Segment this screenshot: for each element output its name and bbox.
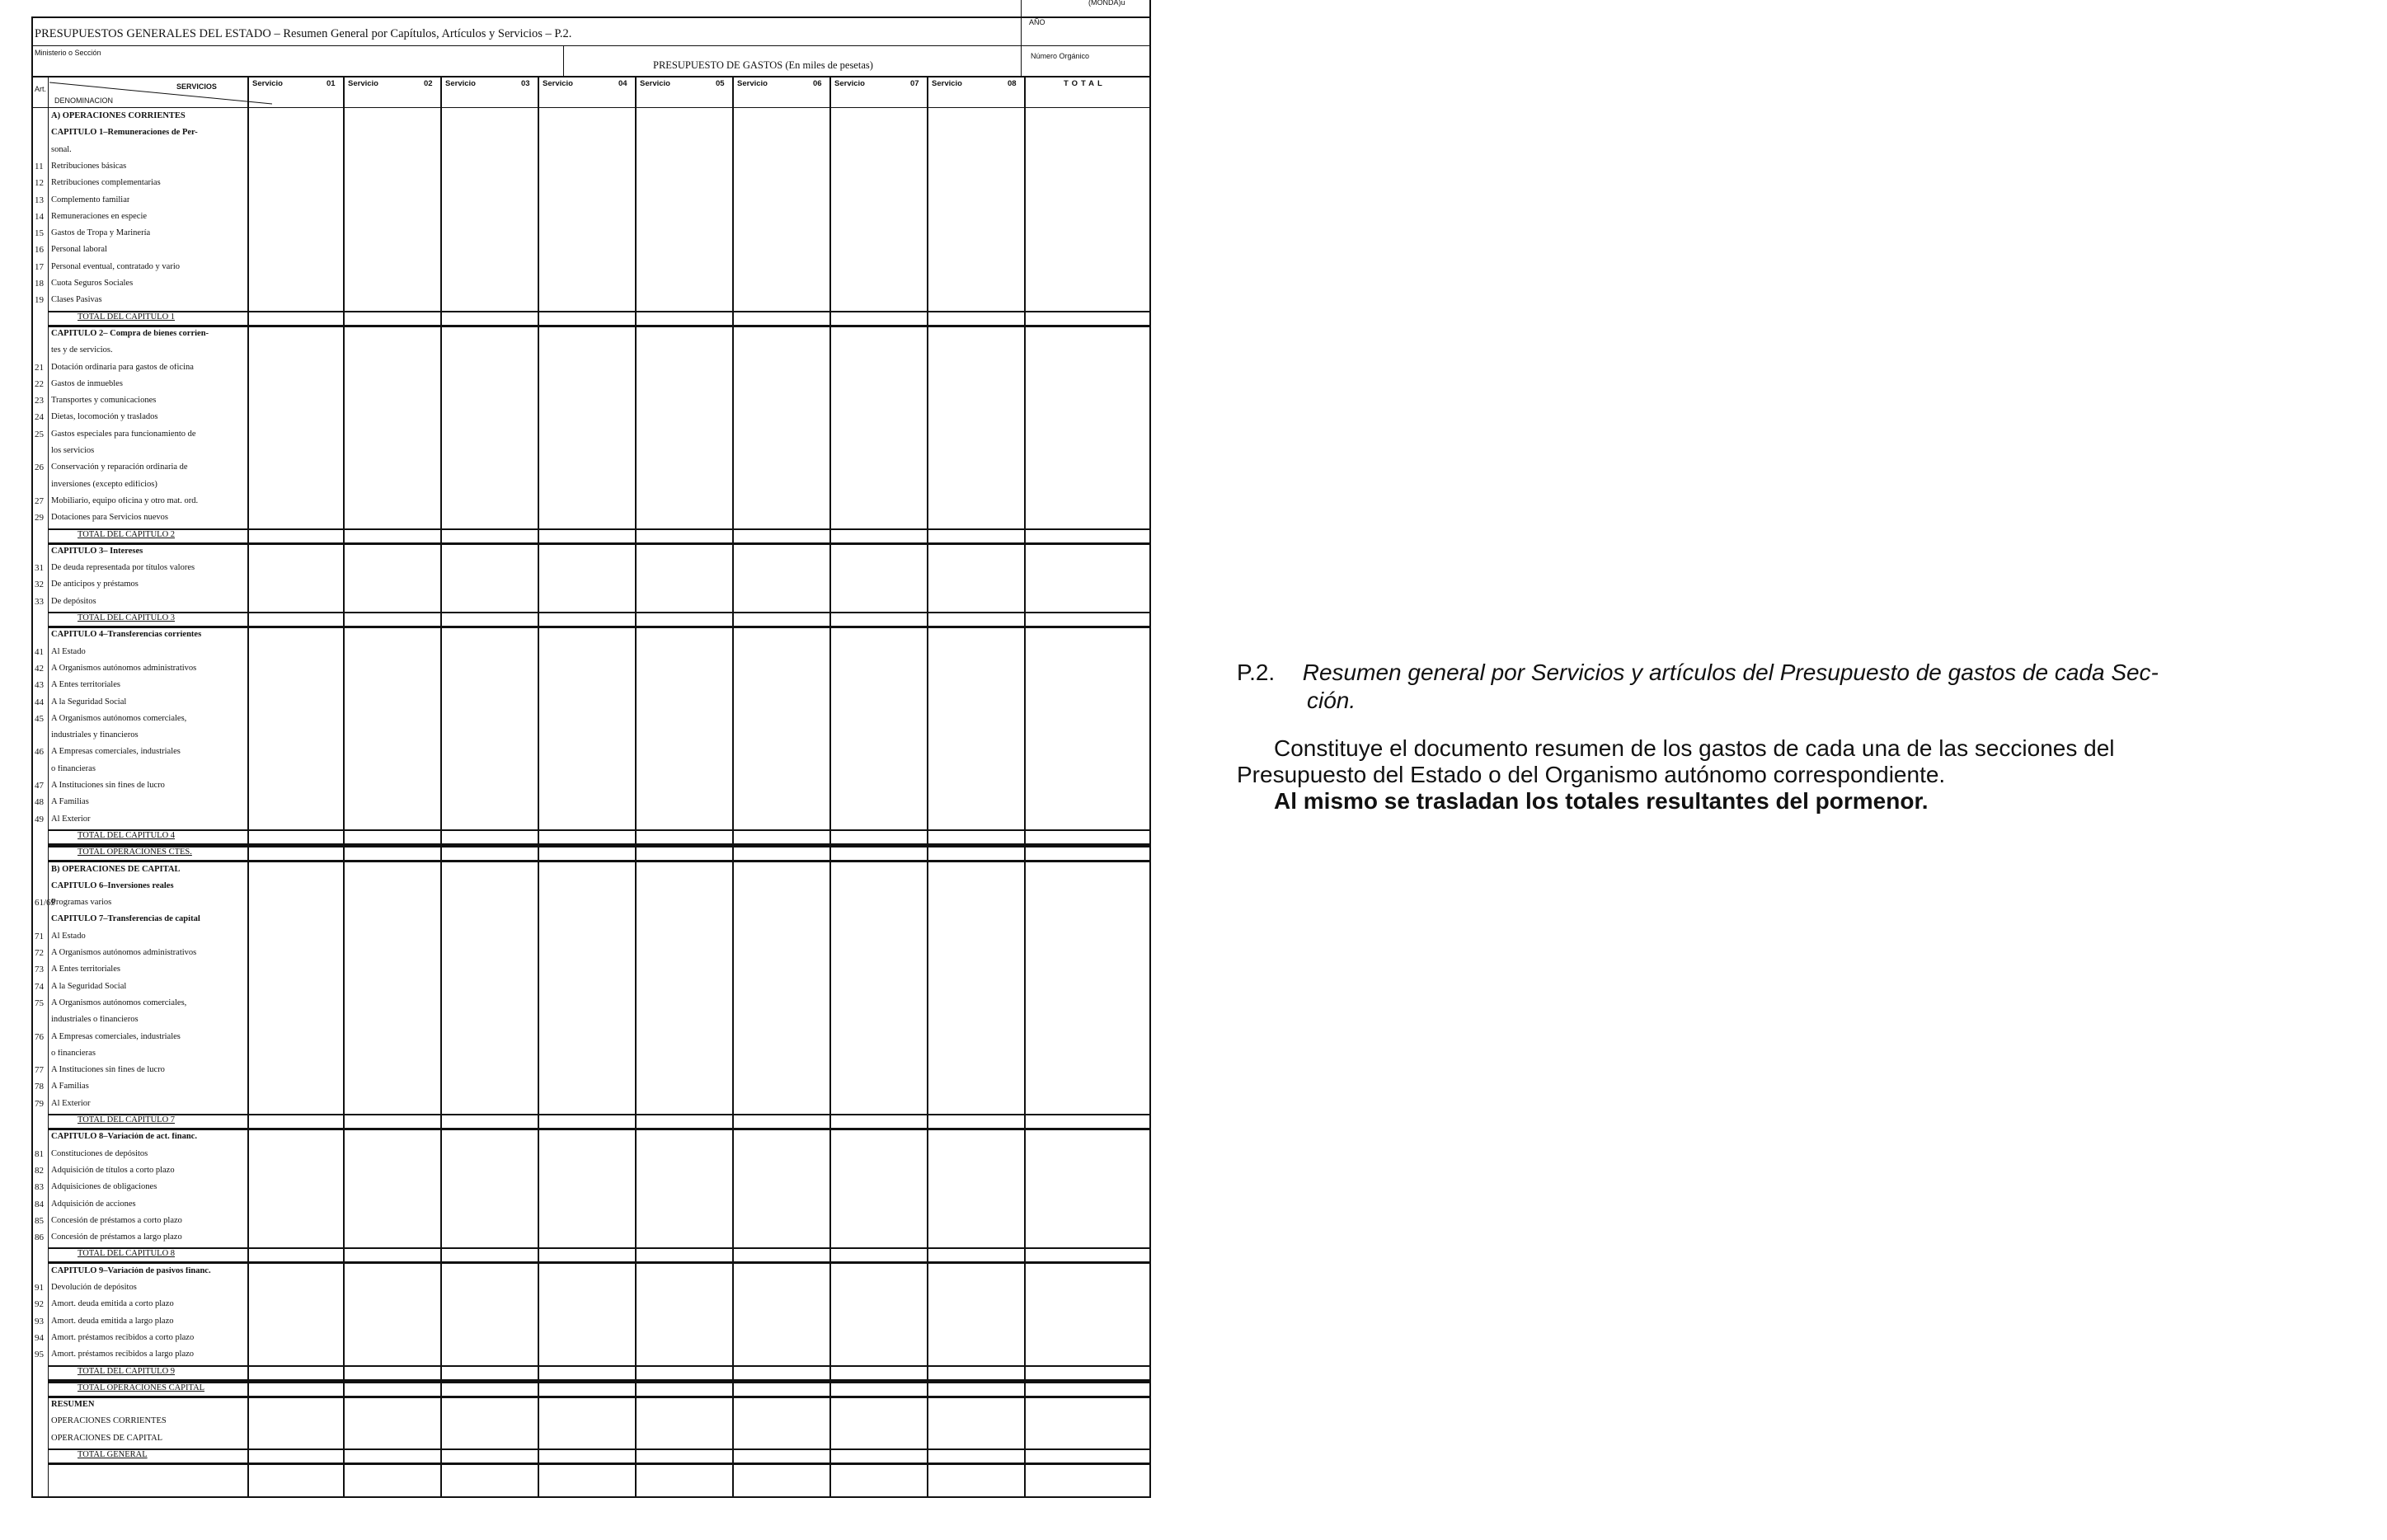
- row-section-heading: B) OPERACIONES DE CAPITAL: [51, 865, 181, 874]
- frame-top: [31, 16, 1151, 18]
- row-article-number: 23: [35, 396, 44, 406]
- column-rule-2: [343, 77, 345, 1496]
- row-article-number: 42: [35, 663, 44, 674]
- row-label: Al Estado: [51, 647, 86, 656]
- service-column-label: Servicio: [543, 79, 573, 88]
- row-article-number: 83: [35, 1182, 44, 1193]
- row-label: sonal.: [51, 145, 72, 154]
- row-article-number: 78: [35, 1082, 44, 1092]
- total-rule-double: [49, 1128, 1149, 1130]
- row-article-number: 22: [35, 378, 44, 389]
- row-article-number: 43: [35, 680, 44, 691]
- row-section-heading: CAPITULO 9–Variación de pasivos financ.: [51, 1266, 211, 1275]
- row-label: Clases Pasivas: [51, 296, 102, 305]
- row-label: o financieras: [51, 764, 96, 773]
- col-servicios-header: SERVICIOS: [176, 82, 217, 91]
- row-label: Gastos de Tropa y Marinería: [51, 229, 151, 238]
- form-title: PRESUPUESTOS GENERALES DEL ESTADO – Resumen General por Capítulos, Artículos y Servicios – P.2.: [35, 27, 572, 40]
- row-article-number: 48: [35, 797, 44, 808]
- row-section-heading: CAPITULO 2– Compra de bienes corrien-: [51, 329, 209, 338]
- row-label: Retribuciones básicas: [51, 162, 127, 171]
- form-description: [1237, 660, 2387, 815]
- total-rule-double: [49, 1396, 1149, 1398]
- total-column-header: TOTAL: [1064, 79, 1106, 88]
- row-article-number: 13: [35, 195, 44, 205]
- row-label: industriales o financieros: [51, 1016, 139, 1025]
- row-label: Dotación ordinaria para gastos de oficina: [51, 363, 194, 372]
- row-label: A Organismos autónomos comerciales,: [51, 998, 187, 1007]
- row-label: Gastos especiales para funcionamiento de: [51, 430, 196, 439]
- row-label: OPERACIONES CORRIENTES: [51, 1417, 167, 1426]
- description-label: P.2.: [1237, 660, 1276, 685]
- row-section-heading: A) OPERACIONES CORRIENTES: [51, 112, 186, 120]
- row-article-number: 47: [35, 781, 44, 791]
- row-label: Adquisiciones de obligaciones: [51, 1183, 157, 1192]
- frame-left: [31, 16, 33, 1498]
- row-label: A Familias: [51, 798, 89, 807]
- column-rule-1: [247, 77, 249, 1496]
- total-rule: [49, 846, 1149, 847]
- total-rule: [49, 1247, 1149, 1249]
- art-column-rule: [48, 77, 49, 1496]
- year-box-divider: [1021, 0, 1022, 77]
- service-column-number: 05: [716, 79, 725, 88]
- row-article-number: 82: [35, 1165, 44, 1176]
- column-rule-3: [440, 77, 442, 1496]
- row-total-label: TOTAL DEL CAPITULO 1: [78, 312, 176, 322]
- ministry-divider: [563, 45, 564, 77]
- row-label: De anticipos y préstamos: [51, 580, 139, 589]
- row-label: Retribuciones complementarias: [51, 179, 161, 188]
- row-article-number: 11: [35, 161, 44, 171]
- row-article-number: 85: [35, 1215, 44, 1226]
- row-article-number: 71: [35, 931, 44, 941]
- row-article-number: 27: [35, 495, 44, 506]
- total-rule-double: [49, 1463, 1149, 1465]
- row-label: Amort. deuda emitida a largo plazo: [51, 1317, 174, 1326]
- row-total-label: TOTAL GENERAL: [78, 1451, 148, 1459]
- row-label: Remuneraciones en especie: [51, 212, 148, 221]
- service-column-label: Servicio: [445, 79, 476, 88]
- service-column-number: 04: [618, 79, 627, 88]
- column-rule-9: [1024, 77, 1026, 1496]
- row-label: los servicios: [51, 447, 95, 455]
- row-label: A Instituciones sin fines de lucro: [51, 1066, 165, 1075]
- row-article-number: 95: [35, 1350, 44, 1360]
- total-rule: [49, 1114, 1149, 1115]
- row-total-label: TOTAL DEL CAPITULO 7: [78, 1116, 176, 1124]
- row-article-number: 73: [35, 965, 44, 975]
- row-article-number: 75: [35, 998, 44, 1008]
- frame-subheader-rule: [31, 107, 1151, 108]
- service-column-number: 03: [521, 79, 530, 88]
- row-label: Adquisición de títulos a corto plazo: [51, 1166, 175, 1175]
- row-article-number: 32: [35, 580, 44, 590]
- col-denominacion-header: DENOMINACION: [54, 96, 114, 105]
- row-total-label: TOTAL DEL CAPITULO 4: [78, 831, 176, 840]
- row-label: Programas varios: [51, 899, 112, 908]
- row-article-number: 24: [35, 412, 44, 423]
- row-label: Conservación y reparación ordinaria de: [51, 463, 188, 472]
- row-section-heading: CAPITULO 1–Remuneraciones de Per-: [51, 129, 198, 138]
- row-label: Amort. préstamos recibidos a largo plazo: [51, 1350, 195, 1359]
- row-article-number: 77: [35, 1065, 44, 1076]
- row-label: A la Seguridad Social: [51, 982, 127, 991]
- row-article-number: 92: [35, 1299, 44, 1310]
- total-rule: [49, 829, 1149, 831]
- total-rule: [49, 528, 1149, 530]
- row-article-number: 86: [35, 1232, 44, 1243]
- frame-right: [1149, 0, 1151, 1498]
- row-article-number: 94: [35, 1332, 44, 1343]
- total-rule-double: [49, 860, 1149, 862]
- row-article-number: 74: [35, 981, 44, 992]
- row-label: Al Exterior: [51, 815, 91, 824]
- row-label: A Empresas comerciales, industriales: [51, 748, 181, 757]
- row-label: Concesión de préstamos a largo plazo: [51, 1233, 182, 1242]
- budget-header: PRESUPUESTO DE GASTOS (En miles de pesetas): [653, 59, 873, 71]
- row-label: Transportes y comunicaciones: [51, 397, 157, 406]
- service-column-label: Servicio: [252, 79, 283, 88]
- row-label: Complemento familiar: [51, 195, 130, 204]
- service-column-number: 01: [327, 79, 336, 88]
- row-label: Mobiliario, equipo oficina y otro mat. ord.: [51, 496, 199, 505]
- row-label: A Familias: [51, 1082, 89, 1092]
- row-label: Amort. deuda emitida a corto plazo: [51, 1300, 174, 1309]
- frame-bottom: [31, 1496, 1151, 1498]
- column-rule-7: [829, 77, 831, 1496]
- col-art-header: Art.: [35, 85, 47, 93]
- row-article-number: 84: [35, 1199, 44, 1209]
- row-label: Personal laboral: [51, 246, 107, 255]
- row-article-number: 18: [35, 279, 44, 289]
- row-article-number: 17: [35, 261, 44, 272]
- row-article-number: 93: [35, 1316, 44, 1326]
- row-label: Devolución de depósitos: [51, 1284, 137, 1292]
- row-label: Dietas, locomoción y traslados: [51, 413, 158, 422]
- description-body-line3: Al mismo se trasladan los totales resultantes del pormenor.: [1274, 788, 1929, 814]
- row-label: A Organismos autónomos administrativos: [51, 949, 197, 957]
- row-label: A la Seguridad Social: [51, 697, 127, 707]
- row-article-number: 16: [35, 245, 44, 256]
- service-column-label: Servicio: [348, 79, 378, 88]
- row-total-label: TOTAL OPERACIONES CTES.: [78, 848, 192, 857]
- column-rule-6: [732, 77, 734, 1496]
- service-column-number: 07: [910, 79, 919, 88]
- row-article-number: 15: [35, 228, 44, 239]
- row-label: A Organismos autónomos comerciales,: [51, 714, 187, 723]
- column-rule-4: [538, 77, 539, 1496]
- service-column-label: Servicio: [834, 79, 865, 88]
- row-total-label: TOTAL DEL CAPITULO 9: [78, 1367, 176, 1376]
- row-section-heading: CAPITULO 4–Transferencias corrientes: [51, 631, 202, 640]
- budget-form: [31, 0, 1151, 1499]
- service-column-label: Servicio: [737, 79, 768, 88]
- row-section-heading: CAPITULO 3– Intereses: [51, 547, 143, 556]
- row-article-number: 61/69: [35, 898, 56, 909]
- total-rule-double: [49, 325, 1149, 327]
- row-article-number: 91: [35, 1283, 44, 1293]
- row-label: OPERACIONES DE CAPITAL: [51, 1434, 163, 1443]
- row-article-number: 72: [35, 948, 44, 958]
- row-label: A Organismos autónomos administrativos: [51, 664, 197, 673]
- total-rule: [49, 311, 1149, 312]
- column-rule-5: [635, 77, 637, 1496]
- row-label: Al Exterior: [51, 1099, 91, 1108]
- row-article-number: 26: [35, 462, 44, 473]
- row-article-number: 21: [35, 362, 44, 373]
- row-section-heading: CAPITULO 6–Inversiones reales: [51, 881, 174, 890]
- row-article-number: 12: [35, 178, 44, 189]
- row-article-number: 76: [35, 1031, 44, 1042]
- total-rule-double: [49, 626, 1149, 628]
- row-label: A Entes territoriales: [51, 965, 120, 974]
- description-title-line2: ción.: [1307, 688, 1356, 713]
- row-total-label: TOTAL DEL CAPITULO 8: [78, 1250, 176, 1259]
- row-label: De deuda representada por títulos valores: [51, 564, 195, 573]
- year-label: AÑO: [1029, 18, 1045, 26]
- frame-title-rule: [31, 45, 1151, 46]
- row-article-number: 19: [35, 295, 44, 306]
- row-label: inversiones (excepto edificios): [51, 480, 157, 489]
- description-body-line2: Presupuesto del Estado o del Organismo autónomo correspondiente.: [1237, 762, 1946, 787]
- row-label: Amort. préstamos recibidos a corto plazo: [51, 1333, 195, 1342]
- row-label: A Empresas comerciales, industriales: [51, 1032, 181, 1041]
- row-article-number: 44: [35, 697, 44, 707]
- row-label: industriales y financieros: [51, 731, 139, 740]
- row-article-number: 79: [35, 1098, 44, 1109]
- total-rule: [49, 612, 1149, 613]
- row-label: Concesión de préstamos a corto plazo: [51, 1216, 182, 1225]
- row-section-heading: CAPITULO 8–Variación de act. financ.: [51, 1133, 197, 1142]
- row-label: Cuota Seguros Sociales: [51, 279, 134, 288]
- organic-label: Número Orgánico: [1031, 52, 1090, 60]
- row-label: A Entes territoriales: [51, 681, 120, 690]
- total-rule-double: [49, 542, 1149, 545]
- row-total-label: TOTAL OPERACIONES CAPITAL: [78, 1383, 205, 1392]
- service-column-number: 06: [813, 79, 822, 88]
- total-rule: [49, 1365, 1149, 1367]
- currency-tag: (MONDA)u: [1088, 0, 1125, 7]
- row-article-number: 81: [35, 1148, 44, 1159]
- service-column-number: 02: [424, 79, 433, 88]
- service-column-label: Servicio: [932, 79, 962, 88]
- description-title-line1: Resumen general por Servicios y artículos del Presupuesto de gastos de cada Sec-: [1302, 660, 2159, 685]
- service-column-label: Servicio: [640, 79, 670, 88]
- row-article-number: 31: [35, 563, 44, 574]
- row-label: Gastos de inmuebles: [51, 379, 123, 388]
- column-rule-8: [927, 77, 928, 1496]
- row-article-number: 46: [35, 747, 44, 758]
- row-label: De depósitos: [51, 597, 96, 606]
- row-label: A Instituciones sin fines de lucro: [51, 782, 165, 790]
- total-rule: [49, 1382, 1149, 1383]
- row-article-number: 25: [35, 429, 44, 439]
- row-article-number: 33: [35, 596, 44, 607]
- row-article-number: 41: [35, 646, 44, 657]
- row-section-heading: RESUMEN: [51, 1401, 95, 1410]
- row-label: Al Estado: [51, 932, 86, 941]
- service-column-number: 08: [1008, 79, 1017, 88]
- row-label: Dotaciones para Servicios nuevos: [51, 514, 169, 523]
- row-label: Personal eventual, contratado y vario: [51, 262, 180, 271]
- header-diagonal: [49, 77, 272, 107]
- total-rule: [49, 1448, 1149, 1450]
- description-body-line1: Constituye el documento resumen de los gastos de cada una de las secciones del: [1274, 735, 2115, 761]
- row-section-heading: CAPITULO 7–Transferencias de capital: [51, 915, 200, 924]
- row-label: Adquisición de acciones: [51, 1200, 136, 1209]
- row-article-number: 29: [35, 513, 44, 524]
- row-total-label: TOTAL DEL CAPITULO 2: [78, 530, 176, 539]
- row-label: Constituciones de depósitos: [51, 1149, 148, 1158]
- row-article-number: 14: [35, 211, 44, 222]
- row-label: tes y de servicios.: [51, 346, 113, 355]
- row-total-label: TOTAL DEL CAPITULO 3: [78, 614, 176, 622]
- total-rule-double: [49, 1261, 1149, 1264]
- row-label: o financieras: [51, 1049, 96, 1058]
- ministry-label: Ministerio o Sección: [35, 49, 101, 57]
- row-article-number: 45: [35, 713, 44, 724]
- row-article-number: 49: [35, 814, 44, 824]
